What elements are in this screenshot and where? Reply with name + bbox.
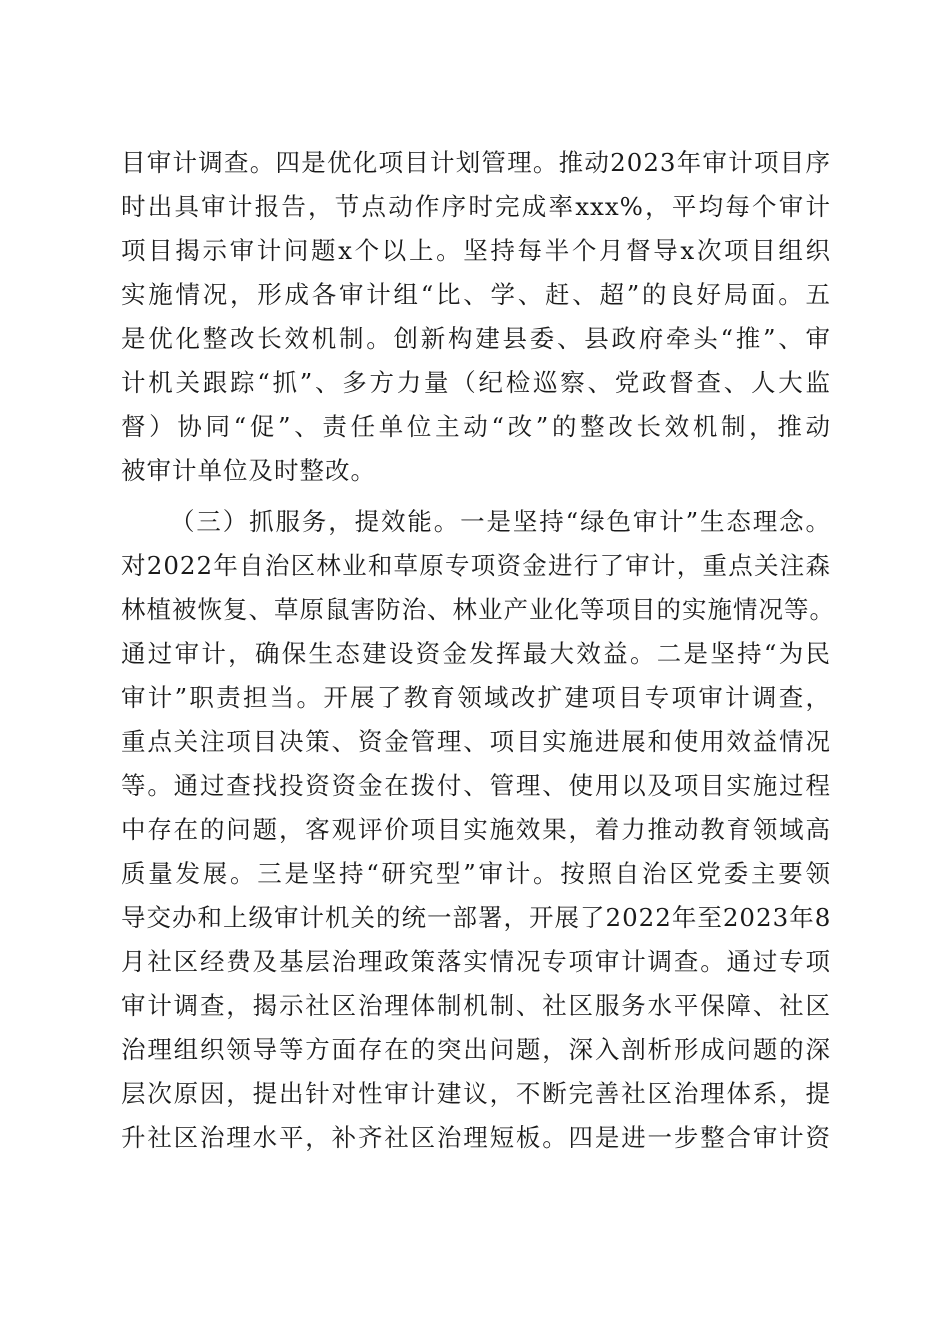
text-line: 月社区经费及基层治理政策落实情况专项审计调查。通过专项 xyxy=(121,947,831,976)
text-line: 导交办和上级审计机关的统一部署，开展了2022年至2023年8 xyxy=(121,903,832,932)
text-line: 时出具审计报告，节点动作序时完成率xxx%，平均每个审计 xyxy=(121,192,831,221)
text-line: 督）协同“促”、责任单位主动“改”的整改长效机制，推动 xyxy=(121,412,831,441)
text-line: 质量发展。三是坚持“研究型”审计。按照自治区党委主要领 xyxy=(121,859,831,888)
text-line: 被审计单位及时整改。 xyxy=(121,456,376,485)
section-heading-line: （三）抓服务，提效能。一是坚持“绿色审计”生态理念。 xyxy=(170,507,831,536)
text-line: 审计”职责担当。开展了教育领域改扩建项目专项审计调查， xyxy=(121,683,831,712)
text-line: 是优化整改长效机制。创新构建县委、县政府牵头“推”、审 xyxy=(121,324,831,353)
paragraph-section-three xyxy=(121,500,835,1160)
text-line: 升社区治理水平，补齐社区治理短板。四是进一步整合审计资 xyxy=(121,1123,831,1152)
text-line: 通过审计，确保生态建设资金发挥最大效益。二是坚持“为民 xyxy=(121,639,831,668)
text-line: 计机关跟踪“抓”、多方力量（纪检巡察、党政督查、人大监 xyxy=(121,368,831,397)
text-line: 审计调查，揭示社区治理体制机制、社区服务水平保障、社区 xyxy=(121,991,831,1020)
text-line: 层次原因，提出针对性审计建议，不断完善社区治理体系，提 xyxy=(121,1079,831,1108)
paragraph-serve-efficiency-continued xyxy=(121,141,831,493)
text-line: 对2022年自治区林业和草原专项资金进行了审计，重点关注森 xyxy=(121,551,831,580)
text-line: 中存在的问题，客观评价项目实施效果，着力推动教育领域高 xyxy=(121,815,831,844)
text-line: 林植被恢复、草原鼠害防治、林业产业化等项目的实施情况等。 xyxy=(121,595,835,624)
text-line: 实施情况，形成各审计组“比、学、赶、超”的良好局面。五 xyxy=(121,280,831,309)
text-line: 治理组织领导等方面存在的突出问题，深入剖析形成问题的深 xyxy=(121,1035,831,1064)
text-line: 项目揭示审计问题x个以上。坚持每半个月督导x次项目组织 xyxy=(121,236,831,265)
text-line: 等。通过查找投资资金在拨付、管理、使用以及项目实施过程 xyxy=(121,771,831,800)
text-line: 目审计调查。四是优化项目计划管理。推动2023年审计项目序 xyxy=(121,148,831,177)
text-line: 重点关注项目决策、资金管理、项目实施进展和使用效益情况 xyxy=(121,727,831,756)
